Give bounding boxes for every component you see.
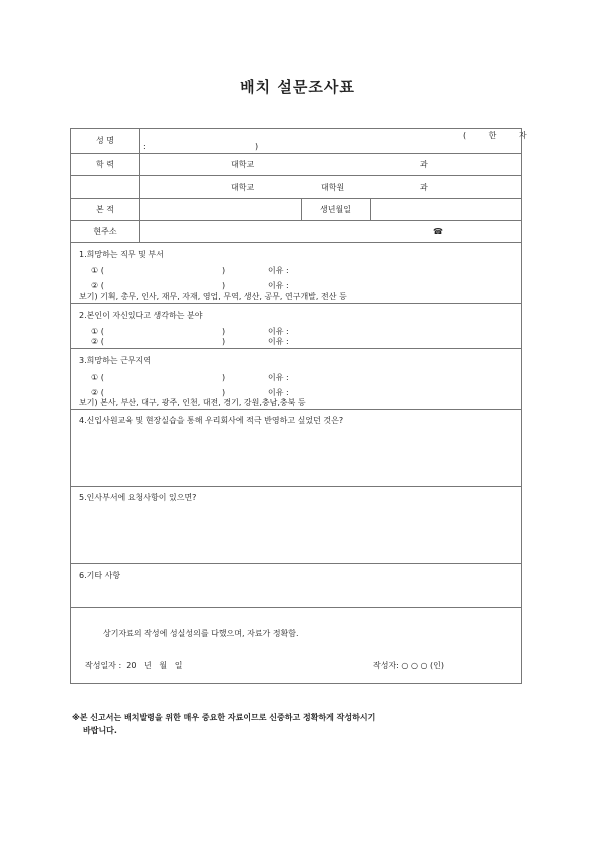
name-label: 성 명	[96, 136, 114, 145]
phone-icon: ☎	[433, 227, 443, 236]
hanja-label: ( 한 자	[463, 131, 537, 140]
q3-example: 보기) 본사, 부산, 대구, 광주, 인천, 대전, 경기, 강원,충남,충북 등	[79, 398, 306, 407]
q1-item1-close: )	[222, 266, 226, 275]
pledge-text: 상기자료의 작성에 성실성의를 다했으며, 자료가 정확함.	[103, 629, 299, 638]
q5-answer-area[interactable]	[79, 507, 509, 559]
q4-title: 4.신입사원교육 및 현장실습을 통해 우리회사에 적극 반영하고 싶었던 것은?	[79, 416, 344, 425]
q1-item2-close: )	[222, 281, 226, 290]
q3-section	[71, 349, 521, 410]
q3-item1-mark: ① (	[91, 373, 104, 382]
q3-item2-close: )	[222, 388, 226, 397]
q3-title: 3.희망하는 근무지역	[79, 356, 151, 365]
q2-title: 2.본인이 자신있다고 생각하는 분야	[79, 311, 203, 320]
q3-item1-close: )	[222, 373, 226, 382]
origin-row	[71, 199, 521, 221]
page-title: 배치 설문조사표	[240, 78, 355, 96]
q3-item2-reason: 이유 :	[268, 388, 289, 397]
q1-item2-reason: 이유 :	[268, 281, 289, 290]
origin-label: 본 적	[96, 205, 114, 214]
q3-item2-mark: ② (	[91, 388, 104, 397]
q1-item1-mark: ① (	[91, 266, 104, 275]
q4-section	[71, 410, 521, 487]
q1-title: 1.희망하는 직무 및 부서	[79, 250, 164, 259]
q1-example: 보기) 기획, 총무, 인사, 재무, 자재, 영업, 무역, 생산, 공무, 연구개발, 전산 등	[79, 292, 347, 301]
q2-item1-mark: ① (	[91, 327, 104, 336]
education-row-1	[71, 154, 521, 176]
form-footer	[71, 608, 521, 684]
q1-section	[71, 243, 521, 304]
q2-item1-close: )	[222, 327, 226, 336]
q6-title: 6.기타 사항	[79, 571, 121, 580]
q5-section	[71, 487, 521, 564]
notice-line-1: ※본 신고서는 배치발령을 위한 매우 중요한 자료이므로 신중하고 정확하게 작성하시기	[72, 713, 376, 722]
education-row-2	[71, 176, 521, 199]
education-label: 학 력	[96, 160, 114, 169]
q4-answer-area[interactable]	[79, 430, 509, 482]
name-input-field[interactable]	[211, 131, 451, 151]
notice	[72, 711, 375, 737]
survey-form	[70, 128, 537, 684]
address-label: 현주소	[93, 227, 117, 236]
university-text: 대학교	[231, 160, 255, 169]
graduate-text: 대학원	[321, 183, 345, 192]
hanja-colon: :	[143, 142, 146, 151]
q1-item1-reason: 이유 :	[268, 266, 289, 275]
department-text-2: 과	[420, 183, 428, 192]
q2-section	[71, 304, 521, 349]
date-text: 작성일자 : 20 년 월 일	[85, 661, 183, 670]
q1-item2-mark: ② (	[91, 281, 104, 290]
q2-item2-close: )	[222, 337, 226, 346]
hanja-close: )	[255, 142, 259, 151]
q3-item1-reason: 이유 :	[268, 373, 289, 382]
name-row	[71, 129, 537, 154]
notice-line-2: 바랍니다.	[83, 726, 117, 735]
q2-item1-reason: 이유 :	[268, 327, 289, 336]
q2-item2-mark: ② (	[91, 337, 104, 346]
q2-item2-reason: 이유 :	[268, 337, 289, 346]
writer-text: 작성자: ○ ○ ○ (인)	[373, 661, 444, 670]
department-text: 과	[420, 160, 428, 169]
address-row	[71, 221, 521, 243]
q5-title: 5.인사부서에 요청사항이 있으면?	[79, 493, 197, 502]
birth-label: 생년월일	[320, 205, 351, 214]
university-text-2: 대학교	[231, 183, 255, 192]
q6-section	[71, 564, 521, 608]
